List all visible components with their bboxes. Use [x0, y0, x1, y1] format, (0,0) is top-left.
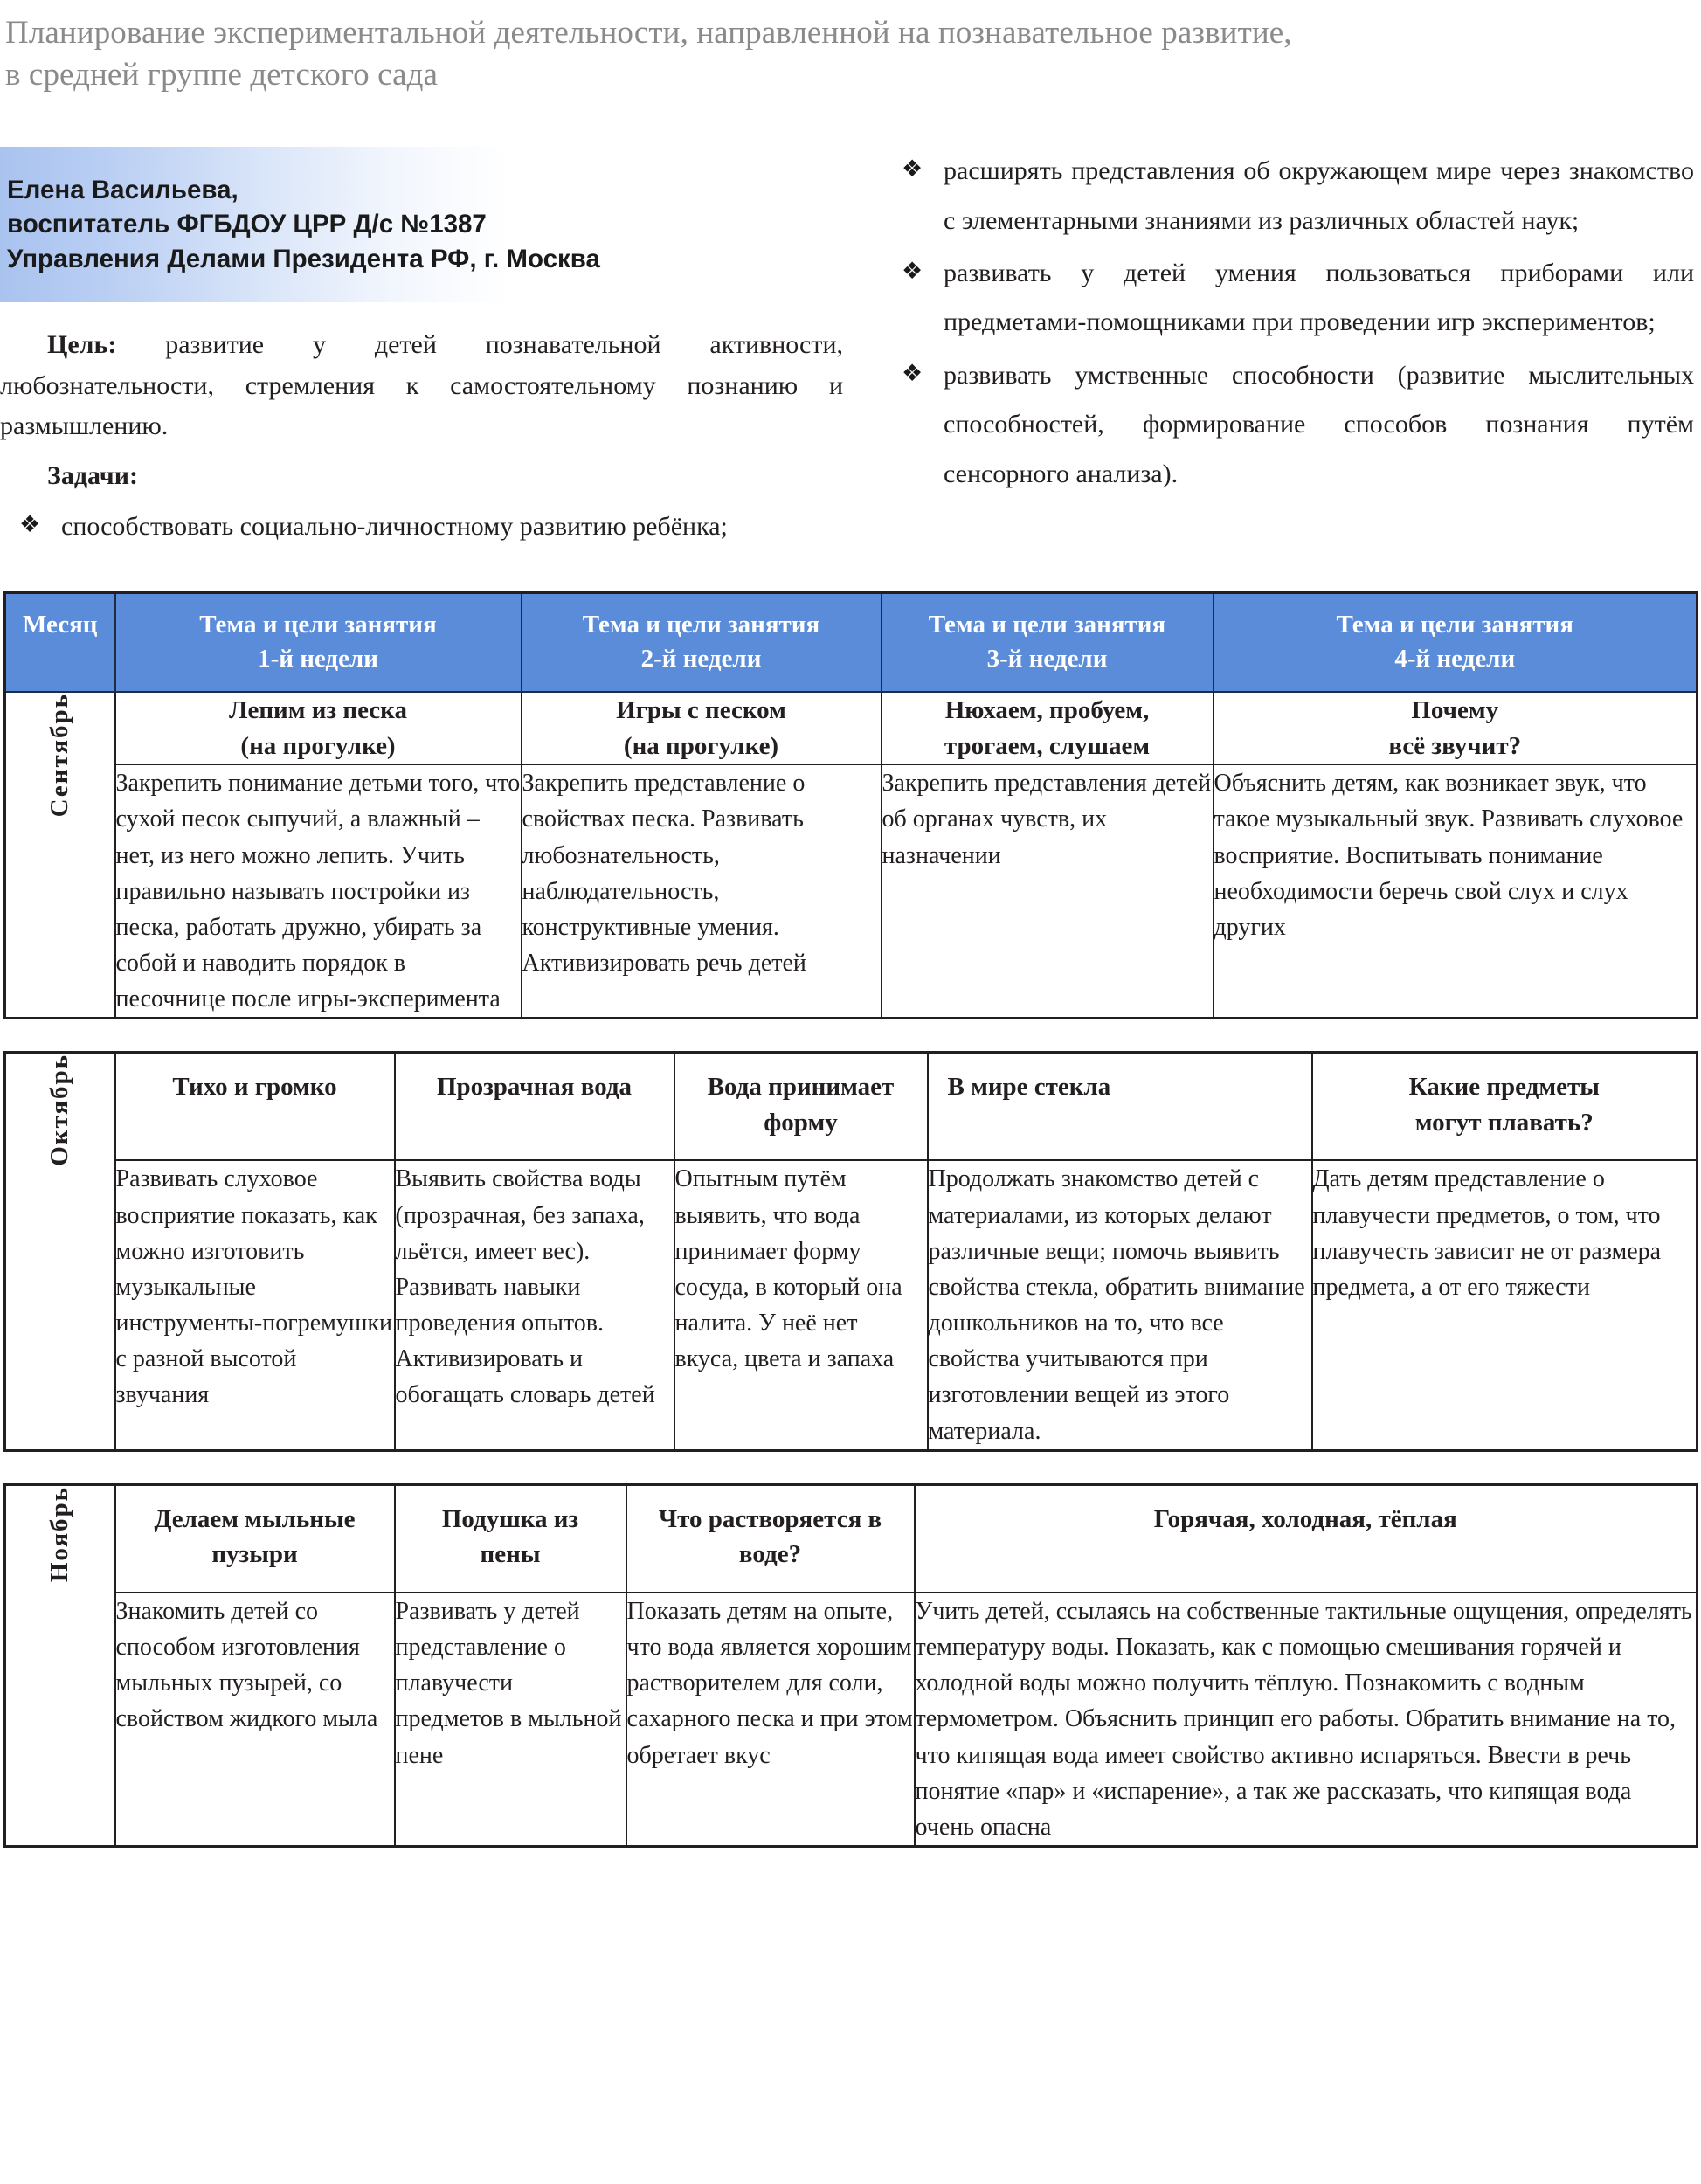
author-name: Елена Васильева,: [7, 176, 239, 205]
header-line-2: 4-й недели: [1394, 644, 1516, 673]
list-item: [882, 147, 1701, 245]
theme-cell: [626, 1484, 915, 1593]
table-row-goals: [5, 1160, 1698, 1450]
theme-line-1: Тихо и громко: [172, 1073, 337, 1102]
author-role: воспитатель ФГБДОУ ЦРР Д/с №1387: [7, 210, 487, 239]
goal-cell: Закрепить понимание детьми того, что сухой песок сыпучий, а влажный – нет, из него можно лепить. Учить правильно называть постройки из песка, работать дружно, убирать за собой и наводить порядок в песочнице после игры-эксперимента: [115, 764, 522, 1019]
theme-cell: [1214, 692, 1698, 764]
table-header-row: [5, 593, 1698, 692]
theme-cell: [915, 1484, 1698, 1593]
theme-cell: [882, 692, 1214, 764]
page-title-line-1: Планирование экспериментальной деятельности, направленной на познавательное развитие,: [5, 15, 1292, 51]
theme-line-2: всё звучит?: [1388, 731, 1522, 760]
list-item-text: расширять представления об окружающем мире через знакомство с элементарными знаниями из различных областей наук;: [944, 156, 1694, 235]
list-item: [882, 249, 1701, 348]
goal-cell: Развивать слуховое восприятие показать, как можно изготовить музыкальные инструменты-погремушки с разной высотой звучания: [115, 1160, 395, 1450]
theme-line-1: Что растворяется в: [658, 1504, 882, 1533]
goal-cell: Закрепить представление о свойствах песка. Развивать любознательность, наблюдательность, конструктивные умения. Активизировать речь детей: [522, 764, 882, 1019]
header-line-1: Тема и цели занятия: [582, 611, 820, 639]
intro-right-column: [882, 147, 1701, 502]
author-block: [0, 147, 600, 302]
diamond-bullet-icon: ❖: [902, 359, 923, 386]
page-title-line-2: в средней группе детского сада: [5, 57, 439, 93]
theme-line-1: Подушка из: [441, 1504, 579, 1533]
list-item: [0, 502, 882, 551]
theme-line-2: форму: [764, 1108, 838, 1137]
list-item-text: развивать у детей умения пользоваться приборами или предметами-помощниками при проведении игр экспериментов;: [944, 258, 1694, 337]
header-line-1: Тема и цели занятия: [928, 611, 1166, 639]
header-line-2: 3-й недели: [986, 644, 1108, 673]
theme-cell: [115, 1053, 395, 1161]
page-title: [0, 0, 1701, 96]
table-row-themes: [5, 692, 1698, 764]
theme-line-2: (на прогулке): [623, 731, 779, 760]
theme-line-2: пены: [480, 1540, 541, 1569]
theme-cell: [522, 692, 882, 764]
theme-line-2: могут плавать?: [1414, 1108, 1594, 1137]
list-item-text: способствовать социально-личностному развитию ребёнка;: [61, 512, 728, 542]
tasks-label: Задачи:: [47, 461, 139, 491]
diamond-bullet-icon: ❖: [19, 511, 41, 538]
theme-line-1: Горячая, холодная, тёплая: [1153, 1504, 1457, 1533]
table-row-themes: [5, 1053, 1698, 1161]
theme-line-1: Вода принимает: [707, 1073, 895, 1102]
tasks-list-left: [0, 502, 882, 551]
column-header-week-3: [882, 593, 1214, 692]
column-header-week-4: [1214, 593, 1698, 692]
goal-text: развитие у детей познавательной активности, любознательности, стремления к самостоятельному познанию и размышлению.: [0, 329, 843, 441]
header-line-1: Тема и цели занятия: [1336, 611, 1573, 639]
theme-line-1: Лепим из песка: [229, 696, 407, 724]
table-row-goals: [5, 1593, 1698, 1847]
table-september: [3, 591, 1698, 1019]
theme-line-2: пузыри: [211, 1540, 298, 1569]
column-header-week-2: [522, 593, 882, 692]
goal-cell: Закрепить представления детей об органах чувств, их назначении: [882, 764, 1214, 1019]
diamond-bullet-icon: ❖: [902, 156, 923, 183]
month-label-cell: [5, 1053, 115, 1450]
theme-line-1: Делаем мыльные: [154, 1504, 356, 1533]
column-header-month: Месяц: [5, 593, 115, 692]
column-header-week-1: [115, 593, 522, 692]
goal-cell: Дать детям представление о плавучести предметов, о том, что плавучесть зависит не от размера предмета, а от его тяжести: [1312, 1160, 1698, 1450]
theme-line-1: Почему: [1411, 696, 1499, 724]
theme-line-1: Какие предметы: [1408, 1073, 1600, 1102]
theme-line-2: (на прогулке): [240, 731, 396, 760]
tasks-list-right: [882, 147, 1701, 499]
theme-line-1: В мире стекла: [947, 1073, 1111, 1102]
header-line-1: Тема и цели занятия: [199, 611, 437, 639]
goal-cell: Показать детям на опыте, что вода является хорошим растворителем для соли, сахарного песка и при этом обретает вкус: [626, 1593, 915, 1847]
goal-cell: Учить детей, ссылаясь на собственные тактильные ощущения, определять температуру воды. Показать, как с помощью смешивания горячей и холодной воды можно получить тёплую. Познакомить с водным термометром. Объяснить принцип его работы. Обратить внимание на то, что кипящая вода имеет свойство активно испаряться. Ввести в речь понятие «пар» и «испарение», а так же рассказать, что кипящая вода очень опасна: [915, 1593, 1698, 1847]
month-label-cell: [5, 1484, 115, 1846]
theme-cell: [395, 1053, 674, 1161]
theme-cell: [115, 692, 522, 764]
header-line-2: 1-й недели: [258, 644, 378, 673]
month-label: Сентябрь: [45, 693, 74, 818]
table-october: [3, 1051, 1698, 1451]
month-label-cell: [5, 692, 115, 1019]
theme-cell: [674, 1053, 928, 1161]
goal-cell: Продолжать знакомство детей с материалами, из которых делают различные вещи; помочь выявить свойства стекла, обратить внимание дошкольников на то, что все свойства учитываются при изготовлении вещей из этого материала.: [928, 1160, 1312, 1450]
theme-line-1: Нюхаем, пробуем,: [944, 696, 1150, 724]
month-label: Октябрь: [45, 1054, 74, 1167]
theme-cell: [395, 1484, 626, 1593]
intro-section: [0, 147, 1701, 555]
author-organization: Управления Делами Президента РФ, г. Москва: [7, 244, 600, 273]
month-label: Ноябрь: [45, 1485, 74, 1582]
goal-cell: Опытным путём выявить, что вода принимает форму сосуда, в который она налита. У неё нет вкуса, цвета и запаха: [674, 1160, 928, 1450]
goal-cell: Объяснить детям, как возникает звук, что такое музыкальный звук. Развивать слуховое восприятие. Воспитывать понимание необходимости беречь свой слух и слух других: [1214, 764, 1698, 1019]
header-line-2: 2-й недели: [640, 644, 762, 673]
list-item-text: развивать умственные способности (развитие мыслительных способностей, формирование способов познания путём сенсорного анализа).: [944, 360, 1694, 488]
theme-line-2: воде?: [738, 1540, 802, 1569]
diamond-bullet-icon: ❖: [902, 257, 923, 284]
goal-cell: Развивать у детей представление о плавучести предметов в мыльной пене: [395, 1593, 626, 1847]
table-row-goals: [5, 764, 1698, 1019]
theme-line-1: Прозрачная вода: [436, 1073, 633, 1102]
theme-line-1: Игры с песком: [616, 696, 786, 724]
table-row-themes: [5, 1484, 1698, 1593]
list-item: [882, 351, 1701, 499]
goal-label: Цель:: [47, 329, 117, 359]
theme-line-2: трогаем, слушаем: [944, 731, 1151, 760]
theme-cell: [928, 1053, 1312, 1161]
goal-paragraph: [0, 325, 882, 447]
theme-cell: [1312, 1053, 1698, 1161]
goal-cell: Выявить свойства воды (прозрачная, без запаха, льётся, имеет вес). Развивать навыки проведения опытов. Активизировать и обогащать словарь детей: [395, 1160, 674, 1450]
goal-cell: Знакомить детей со способом изготовления мыльных пузырей, со свойством жидкого мыла: [115, 1593, 395, 1847]
theme-cell: [115, 1484, 395, 1593]
intro-left-column: [0, 147, 882, 555]
table-november: [3, 1483, 1698, 1848]
